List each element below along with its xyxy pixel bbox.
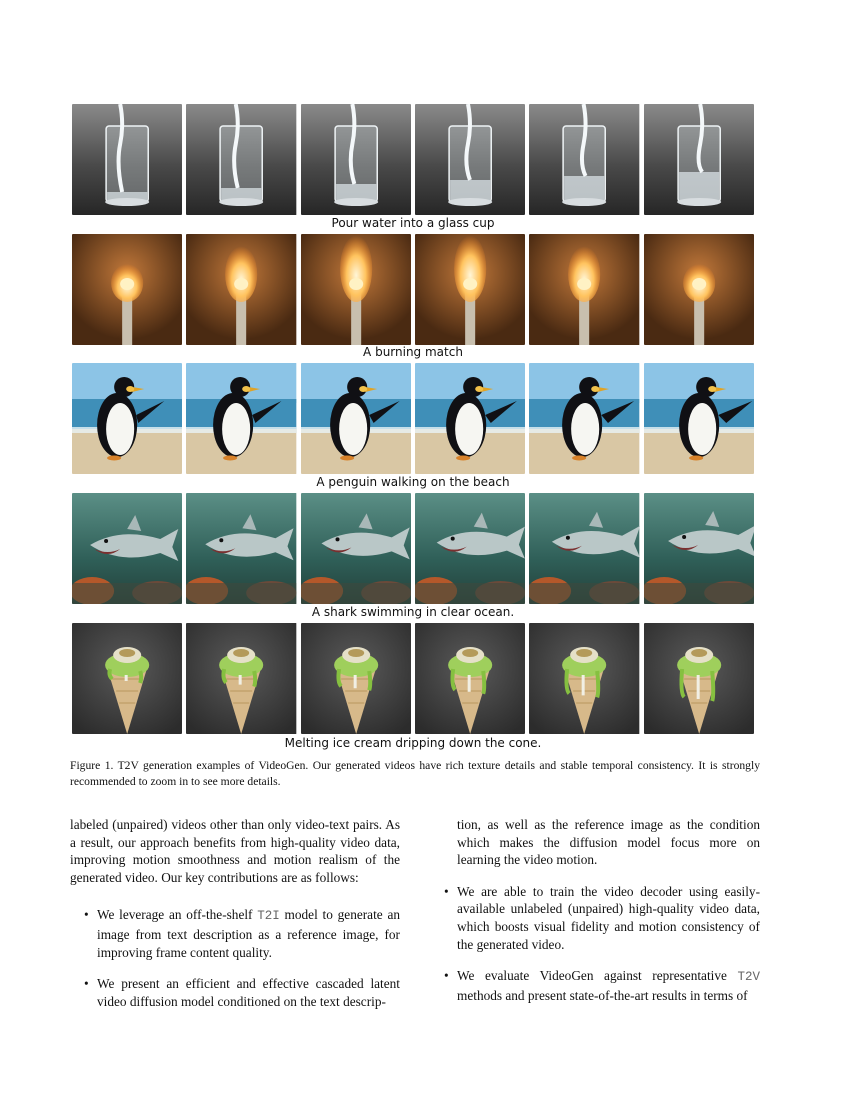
- video-frame: [301, 104, 411, 215]
- frame-row-match: [72, 234, 754, 345]
- row-caption: Melting ice cream dripping down the cone.: [284, 736, 542, 750]
- row-caption: A penguin walking on the beach: [316, 475, 510, 489]
- video-frame: [186, 363, 296, 474]
- frame-row-penguin: [72, 363, 754, 474]
- video-frame: [301, 234, 411, 345]
- video-frame: [529, 493, 639, 604]
- video-frame: [186, 493, 296, 604]
- video-frame: [186, 234, 296, 345]
- bullet-1-code: T2I: [257, 909, 280, 924]
- bullet-1-text-b: model to generate an image from text description as a reference image, for improving frame content quality.: [97, 907, 400, 960]
- contribution-bullet-3: [430, 883, 760, 953]
- video-frame: [72, 623, 182, 734]
- contribution-bullet-4: [430, 967, 760, 1004]
- bullet-4-code: T2V: [737, 970, 760, 985]
- video-frame: [644, 623, 754, 734]
- video-frame: [186, 623, 296, 734]
- contribution-bullet-2: [70, 975, 400, 1010]
- left-column: [70, 816, 400, 1010]
- row-caption: A burning match: [363, 345, 463, 359]
- video-frame: [529, 623, 639, 734]
- intro-paragraph: labeled (unpaired) videos other than only video-text pairs. As a result, our approach benefits from high-quality video data, improving motion smoothness and motion realism of the generated video. Our key contributions are as follows:: [70, 817, 400, 885]
- video-frame: [72, 104, 182, 215]
- contribution-bullet-1: [70, 906, 400, 961]
- video-frame: [72, 493, 182, 604]
- row-caption: Pour water into a glass cup: [331, 216, 495, 230]
- video-frame: [644, 234, 754, 345]
- video-frame: [415, 234, 525, 345]
- video-frame: [72, 363, 182, 474]
- frame-row-shark: [72, 493, 754, 604]
- video-frame: [529, 363, 639, 474]
- video-frame: [529, 104, 639, 215]
- video-frame: [415, 493, 525, 604]
- frame-row-icecream: [72, 623, 754, 734]
- video-frame: [415, 623, 525, 734]
- video-frame: [415, 363, 525, 474]
- video-frame: [72, 234, 182, 345]
- bullet-2-text: We present an efficient and effective cascaded latent video diffusion model conditioned on the text descrip-: [97, 976, 400, 1009]
- bullet-3-text: We are able to train the video decoder using easily-available unlabeled (unpaired) high-quality video data, which boosts visual fidelity and motion consistency of the generated video.: [457, 883, 760, 952]
- video-frame: [644, 363, 754, 474]
- figure-caption: Figure 1. T2V generation examples of VideoGen. Our generated videos have rich texture details and stable temporal consistency. It is strongly recommended to zoom in to see more details.: [70, 759, 760, 788]
- video-frame: [529, 234, 639, 345]
- contribution-bullet-2-continued: [430, 816, 760, 869]
- bullet-1-text-a: We leverage an off-the-shelf: [97, 907, 258, 923]
- video-frame: [301, 493, 411, 604]
- video-frame: [301, 623, 411, 734]
- video-frame: [644, 104, 754, 215]
- frame-row-water: [72, 104, 754, 215]
- bullet-4-text-a: We evaluate VideoGen against representative: [457, 968, 738, 984]
- bullet-2-continued-text: tion, as well as the reference image as the condition which makes the diffusion model focus more on learning the video motion.: [457, 817, 760, 868]
- video-frame: [415, 104, 525, 215]
- video-frame: [644, 493, 754, 604]
- video-frame: [301, 363, 411, 474]
- video-frame: [186, 104, 296, 215]
- row-caption: A shark swimming in clear ocean.: [311, 605, 515, 619]
- bullet-4-text-b: methods and present state-of-the-art results in terms of: [457, 987, 748, 1003]
- right-column: [430, 816, 760, 1004]
